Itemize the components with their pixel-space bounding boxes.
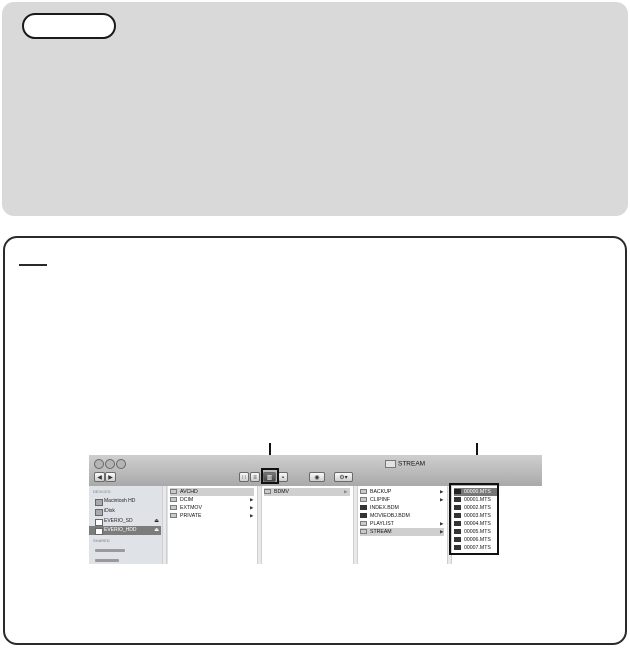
disclosure-arrow-icon: ▶	[440, 529, 444, 534]
list-item-movieobj-bdm[interactable]	[360, 512, 444, 520]
removable-drive-icon	[95, 519, 103, 526]
list-item-label: 00006.MTS	[464, 537, 491, 543]
list-item-dcim[interactable]	[170, 496, 254, 504]
hard-drive-icon	[95, 499, 103, 506]
folder-icon	[360, 521, 367, 526]
folder-icon	[170, 505, 177, 510]
list-item-index-bdm[interactable]	[360, 504, 444, 512]
list-item-backup[interactable]	[360, 488, 444, 496]
coverflow-view-button[interactable]: ▪	[278, 472, 288, 482]
disclosure-arrow-icon: ▶	[440, 497, 444, 502]
list-item-label: PRIVATE	[180, 513, 202, 519]
back-button[interactable]: ◀	[94, 472, 105, 482]
sidebar-item-idisk[interactable]	[89, 507, 161, 516]
sidebar-item-label: EVERIO_HDD	[104, 527, 137, 533]
note-label-badge	[22, 13, 116, 39]
note-panel	[2, 2, 628, 216]
folder-icon	[264, 489, 271, 494]
forward-button[interactable]: ▶	[105, 472, 116, 482]
list-item-label: 00007.MTS	[464, 545, 491, 551]
shared-item-placeholder[interactable]	[95, 559, 119, 562]
finder-sidebar	[89, 486, 169, 564]
close-window-button[interactable]	[94, 459, 104, 469]
disclosure-arrow-icon: ▶	[250, 497, 254, 502]
folder-icon	[360, 497, 367, 502]
list-item-label: DCIM	[180, 497, 194, 503]
column-2	[262, 486, 354, 564]
list-item-label: STREAM	[370, 529, 392, 535]
list-item-bdmv[interactable]	[264, 488, 350, 496]
disclosure-arrow-icon: ▶	[344, 489, 348, 494]
sidebar-section-devices: DEVICES	[93, 489, 111, 494]
list-item-label: PLAYLIST	[370, 521, 394, 527]
folder-icon	[170, 513, 177, 518]
folder-icon	[170, 489, 177, 494]
column-view-callout-box	[261, 468, 279, 484]
disclosure-arrow-icon: ▶	[440, 489, 444, 494]
list-item-extmov[interactable]	[170, 504, 254, 512]
column-3	[358, 486, 448, 564]
folder-icon	[385, 460, 396, 468]
quick-look-button[interactable]: ◉	[309, 472, 325, 482]
disclosure-arrow-icon: ▶	[440, 521, 444, 526]
list-item-label: MOVIEOBJ.BDM	[370, 513, 410, 519]
list-item-label: AVCHD	[180, 489, 198, 495]
sidebar-item-everio-sd[interactable]	[89, 517, 161, 526]
eject-icon[interactable]: ⏏	[154, 527, 159, 533]
column-1	[168, 486, 258, 564]
removable-drive-icon	[95, 528, 103, 535]
sidebar-item-label: Macintosh HD	[104, 498, 136, 504]
sidebar-item-label: iDisk	[104, 508, 115, 514]
memo-panel	[3, 236, 627, 645]
window-title	[385, 460, 425, 468]
list-item-label: BDMV	[274, 489, 289, 495]
column-view-button[interactable]: ▥	[263, 472, 276, 482]
zoom-window-button[interactable]	[116, 459, 126, 469]
list-item-label: 00002.MTS	[464, 505, 491, 511]
window-title-label: STREAM	[398, 460, 426, 468]
disclosure-arrow-icon: ▶	[250, 513, 254, 518]
list-item-label: 00005.MTS	[464, 529, 491, 535]
document-icon	[360, 505, 367, 510]
sidebar-item-label: EVERIO_SD	[104, 518, 133, 524]
list-item-label: EXTMOV	[180, 505, 202, 511]
file-list-callout-box	[449, 483, 499, 555]
folder-icon	[360, 529, 367, 534]
eject-icon[interactable]: ⏏	[154, 518, 159, 524]
list-item-label: INDEX.BDM	[370, 505, 399, 511]
list-item-label: BACKUP	[370, 489, 392, 495]
list-item-clipinf[interactable]	[360, 496, 444, 504]
sidebar-scrollbar[interactable]	[162, 486, 167, 564]
idisk-icon	[95, 509, 103, 516]
list-item-label: 00000.MTS	[464, 489, 491, 495]
icon-view-button[interactable]: ∷	[239, 472, 249, 482]
list-item-avchd[interactable]	[170, 488, 254, 496]
document-icon	[360, 513, 367, 518]
sidebar-item-everio-hdd[interactable]	[89, 526, 161, 535]
action-menu-button[interactable]: ⚙▾	[334, 472, 353, 482]
folder-icon	[360, 489, 367, 494]
list-item-label: CLIPINF	[370, 497, 390, 503]
list-item-private[interactable]	[170, 512, 254, 520]
list-item-label: 00004.MTS	[464, 521, 491, 527]
memo-underline-mark	[19, 264, 47, 266]
minimize-window-button[interactable]	[105, 459, 115, 469]
list-view-button[interactable]: ≡	[250, 472, 260, 482]
folder-icon	[170, 497, 177, 502]
list-item-label: 00003.MTS	[464, 513, 491, 519]
sidebar-section-shared: SHARED	[93, 538, 110, 543]
list-item-playlist[interactable]	[360, 520, 444, 528]
sidebar-item-macintosh-hd[interactable]	[89, 497, 161, 506]
list-item-label: 00001.MTS	[464, 497, 491, 503]
list-item-stream[interactable]	[360, 528, 444, 536]
shared-item-placeholder[interactable]	[95, 549, 125, 552]
disclosure-arrow-icon: ▶	[250, 505, 254, 510]
